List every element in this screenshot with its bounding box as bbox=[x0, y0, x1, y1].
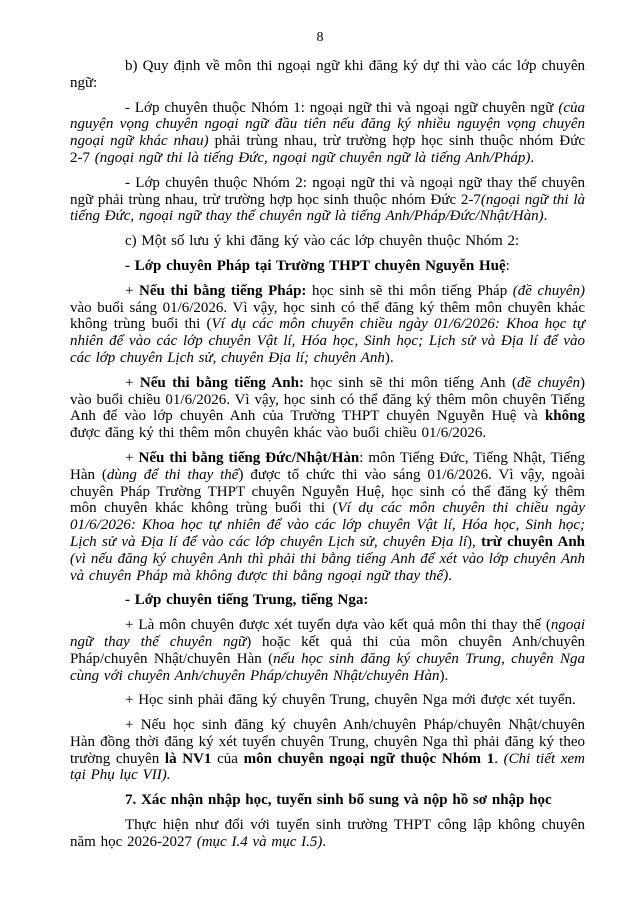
text-run: c) Một số lưu ý khi đăng ký vào các lớp chuyên thuộc Nhóm 2: bbox=[125, 233, 520, 250]
text-run: được đăng ký thi thêm môn chuyên khác vào buổi chiều 01/6/2026. bbox=[70, 425, 487, 442]
paragraph bbox=[70, 58, 585, 92]
text-run: + Nếu học sinh đăng ký chuyên Anh/chuyên Pháp/chuyên Nhật/chuyên Hàn đồng thời đăng ký xét tuyển chuyên Trung, chuyên Nga thì phải đăng ký theo trường chuyên bbox=[70, 717, 585, 767]
text-run: ) được tổ chức thi vào sáng 01/6/2026. Vì vậy, ngoài chuyên Pháp Trường THPT chuyên Nguyễn Huệ, học sinh có thể đăng ký thêm môn chuyên khác không trùng buổi thi ( bbox=[70, 466, 585, 517]
text-run: - Lớp chuyên thuộc Nhóm 1: ngoại ngữ thi và ngoại ngữ chuyên ngữ bbox=[125, 99, 559, 116]
text-run: học sinh sẽ thi môn tiếng Pháp bbox=[306, 282, 513, 299]
text-run: ), bbox=[467, 533, 482, 550]
text-run: + Học sinh phải đăng ký chuyên Trung, chuyên Nga mới được xét tuyển. bbox=[125, 692, 576, 709]
text-run: (đề chuyên) bbox=[512, 282, 586, 299]
paragraph bbox=[70, 717, 585, 784]
text-run: học sinh sẽ thi môn tiếng Anh ( bbox=[303, 374, 517, 391]
text-run: . bbox=[494, 750, 504, 767]
paragraph bbox=[70, 283, 585, 367]
text-run: (ngoại ngữ thi là tiếng Đức, ngoại ngữ chuyên ngữ là tiếng Anh/Pháp) bbox=[94, 149, 531, 166]
paragraph bbox=[70, 233, 585, 250]
text-run: ) vào buổi chiều 01/6/2026. Vì vậy, học sinh có thể đăng ký thêm môn chuyên Tiếng Anh để vào lớp chuyên Anh của Trường THPT chuyên Nguyễn Huệ và bbox=[70, 374, 586, 425]
text-run: + bbox=[125, 374, 140, 391]
text-run: không bbox=[544, 408, 585, 425]
text-run: vào buổi sáng 01/6/2026. Vì vậy, học sinh có thể đăng ký thêm môn chuyên khác không trùng buổi thi ( bbox=[70, 299, 585, 333]
text-run: trừ chuyên Anh bbox=[481, 533, 586, 550]
paragraph bbox=[70, 617, 585, 684]
text-run: (Chi tiết xem tại Phụ lục VII). bbox=[70, 750, 586, 784]
text-run: Thực hiện như đối với tuyển sinh trường THPT công lập không chuyên năm học 2026-2027 bbox=[70, 817, 585, 850]
paragraph bbox=[70, 792, 585, 809]
text-run: . bbox=[322, 833, 327, 850]
paragraph bbox=[70, 258, 585, 275]
paragraph bbox=[70, 450, 585, 584]
text-run: Ví dụ các môn chuyên thi chiều ngày 01/6/2026: Khoa học tự nhiên để vào các lớp chuyên Vật lí, Hóa học, Sinh học; Lịch sử và Địa lí để vào các lớp chuyên Lịch sử, chuyên Địa lí bbox=[70, 500, 585, 550]
page-number: 8 bbox=[316, 30, 324, 45]
paragraph bbox=[70, 375, 585, 442]
text-run: : bbox=[505, 257, 510, 274]
paragraph bbox=[70, 817, 585, 851]
paragraph bbox=[70, 592, 585, 609]
text-run: - Lớp chuyên Pháp tại Trường THPT chuyên Nguyễn Huệ bbox=[125, 257, 506, 274]
text-run: (của nguyện vọng chuyên ngoại ngữ đầu tiên nếu đăng ký nhiều nguyện vọng chuyên ngoại ngữ khác nhau) bbox=[70, 99, 585, 150]
text-run: . bbox=[543, 208, 548, 225]
paragraph bbox=[70, 692, 585, 709]
text-run: + bbox=[125, 282, 140, 299]
text-run: (ngoại ngữ thi là tiếng Đức, ngoại ngữ thay thế chuyên ngữ là tiếng Anh/Pháp/Đức/Nhật/Hàn) bbox=[70, 191, 585, 225]
text-run: Nếu thi bằng tiếng Anh: bbox=[139, 374, 304, 391]
text-run: ) hoặc kết quả thi của môn chuyên Anh/chuyên Pháp/chuyên Nhật/chuyên Hàn ( bbox=[70, 633, 585, 667]
text-run: + Là môn chuyên được xét tuyển dựa vào kết quả môn thi thay thế ( bbox=[125, 617, 551, 634]
text-run: ngoại ngữ thay thế chuyên ngữ bbox=[70, 617, 585, 650]
text-run: nếu học sinh đăng ký chuyên Trung, chuyên Nga cùng với chuyên Anh/chuyên Pháp/chuyên Nhật/chuyên Hàn bbox=[70, 650, 585, 684]
text-run: Nếu thi bằng tiếng Đức/Nhật/Hàn bbox=[138, 449, 360, 466]
document-body bbox=[70, 58, 585, 851]
text-run: môn chuyên ngoại ngữ thuộc Nhóm 1 bbox=[243, 750, 495, 767]
text-run: 7. Xác nhận nhập học, tuyển sinh bổ sung và nộp hồ sơ nhập học bbox=[125, 792, 552, 809]
text-run: ). bbox=[439, 667, 449, 684]
text-run: - Lớp chuyên thuộc Nhóm 2: ngoại ngữ thi và ngoại ngữ thay thế chuyên ngữ phải trùng nhau, trừ trường hợp học sinh thuộc nhóm Đức 2-7 bbox=[70, 174, 585, 208]
text-run: (vì nếu đăng ký chuyên Anh thì phải thi bằng tiếng Anh để xét vào lớp chuyên Anh và chuyên Pháp mà không được thi bằng ngoại ngữ thay thế) bbox=[70, 550, 585, 584]
paragraph bbox=[70, 100, 585, 167]
text-run: Ví dụ các môn chuyên chiều ngày 01/6/2026: Khoa học tự nhiên để vào các lớp chuyên Vật lí, Hóa học, Sinh học; Lịch sử và Địa lí để vào các lớp chuyên Lịch sử, chuyên Địa lí; chuyên Anh bbox=[70, 316, 585, 366]
text-run: - Lớp chuyên tiếng Trung, tiếng Nga: bbox=[125, 592, 369, 609]
text-run: (mục I.4 và mục I.5) bbox=[196, 833, 323, 850]
text-run: ). bbox=[384, 349, 394, 366]
text-run: của bbox=[211, 750, 244, 767]
text-run: Nếu thi bằng tiếng Pháp: bbox=[139, 282, 307, 299]
text-run: + bbox=[125, 449, 139, 466]
text-run: b) Quy định về môn thi ngoại ngữ khi đăng ký dự thi vào các lớp chuyên ngữ: bbox=[70, 58, 585, 91]
paragraph bbox=[70, 175, 585, 225]
text-run: đề chuyên bbox=[516, 374, 581, 391]
text-run: là NV1 bbox=[164, 750, 212, 767]
text-run: . bbox=[530, 149, 535, 166]
text-run: : môn Tiếng Đức, Tiếng Nhật, Tiếng Hàn ( bbox=[70, 449, 585, 483]
text-run: phải trùng nhau, trừ trường hợp học sinh thuộc nhóm Đức 2-7 bbox=[70, 133, 585, 166]
text-run: dùng để thi thay thế bbox=[106, 466, 239, 483]
text-run: . bbox=[448, 567, 452, 584]
